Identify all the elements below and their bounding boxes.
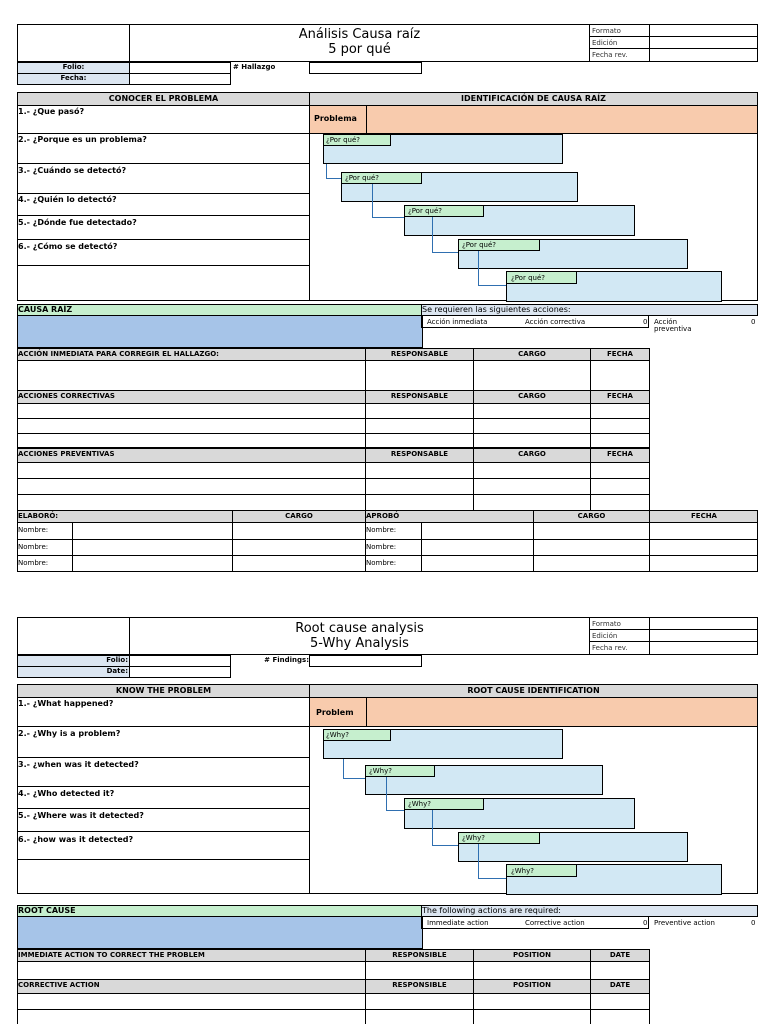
question: 6.- ¿Cómo se detectó? xyxy=(18,242,118,251)
immediate-action-label: Acción inmediata xyxy=(427,318,488,326)
meta-label: Fecha rev. xyxy=(592,644,628,652)
corrective-count: 0 xyxy=(643,318,648,326)
fecha-input[interactable] xyxy=(129,73,231,85)
section-header: CORRECTIVE ACTION xyxy=(18,981,100,989)
problem-label: Problema xyxy=(314,114,357,123)
column-header: POSITION xyxy=(513,981,551,989)
date-input[interactable] xyxy=(129,666,231,678)
question: 4.- ¿Quién lo detectó? xyxy=(18,195,117,204)
immediate-action-label: Immediate action xyxy=(427,919,489,927)
meta-label: Edición xyxy=(592,39,618,47)
column-header: FECHA xyxy=(607,392,633,400)
column-header: DATE xyxy=(609,981,631,989)
preventive-action-label: Acción preventiva xyxy=(654,318,692,333)
root-cause-label: CAUSA RAÍZ xyxy=(18,305,73,314)
hallazgo-input[interactable] xyxy=(309,62,422,74)
why-label: ¿Por qué? xyxy=(462,241,496,249)
section-header: IMMEDIATE ACTION TO CORRECT THE PROBLEM xyxy=(18,951,205,959)
question: 3.- ¿when was it detected? xyxy=(18,760,139,769)
nombre-label: Nombre: xyxy=(366,543,397,551)
section-header: ACCIONES CORRECTIVAS xyxy=(18,392,115,400)
question: 1.- ¿Que pasó? xyxy=(18,107,85,116)
elaboro-label: ELABORÓ: xyxy=(18,512,59,520)
preventive-count: 0 xyxy=(751,318,756,326)
actions-required-label: The following actions are required: xyxy=(422,906,561,915)
form-subtitle: 5 por qué xyxy=(328,42,391,57)
logo-box xyxy=(17,617,130,655)
date-label: Date: xyxy=(106,667,128,675)
immediate-action-input[interactable] xyxy=(17,360,366,391)
fecha-label: Fecha: xyxy=(60,74,87,82)
why-label: ¿Por qué? xyxy=(408,207,442,215)
nombre-label: Nombre: xyxy=(366,526,397,534)
form-title: Análisis Causa raíz xyxy=(298,27,421,42)
why-label: ¿Por qué? xyxy=(326,136,360,144)
column-header: RESPONSABLE xyxy=(390,350,449,358)
column-header: FECHA xyxy=(607,450,633,458)
column-header: CARGO xyxy=(577,512,606,520)
fecha-rev-value[interactable] xyxy=(649,641,758,655)
immediate-action-input[interactable] xyxy=(17,961,366,980)
fecha-rev-value[interactable] xyxy=(649,48,758,62)
question: 6.- ¿how was it detected? xyxy=(18,835,134,844)
aprobo-label: APROBÓ xyxy=(366,512,400,520)
column-header: FECHA xyxy=(691,512,717,520)
corrective-actions-table[interactable] xyxy=(17,403,650,448)
column-header: DATE xyxy=(609,951,631,959)
form-title: Root cause analysis xyxy=(295,621,424,636)
problem-label: Problem xyxy=(316,708,354,717)
why-label: ¿Por qué? xyxy=(345,174,379,182)
column-header: POSITION xyxy=(513,951,551,959)
why-label: ¿Why? xyxy=(408,800,431,808)
question: 4.- ¿Who detected it? xyxy=(18,789,115,798)
meta-label: Edición xyxy=(592,632,618,640)
why-label: ¿Por qué? xyxy=(511,274,545,282)
question: 3.- ¿Cuándo se detectó? xyxy=(18,166,127,175)
nombre-label: Nombre: xyxy=(366,559,397,567)
form-subtitle: 5-Why Analysis xyxy=(310,636,409,651)
column-header: CARGO xyxy=(285,512,313,520)
question: 5.- ¿Dónde fue detectado? xyxy=(18,218,137,227)
question: 2.- ¿Porque es un problema? xyxy=(18,135,147,144)
preventive-count: 0 xyxy=(751,919,756,927)
column-header: CARGO xyxy=(518,350,546,358)
nombre-label: Nombre: xyxy=(18,559,49,567)
question: 1.- ¿What happened? xyxy=(18,699,114,708)
meta-label: Fecha rev. xyxy=(592,51,628,59)
logo-box xyxy=(17,24,130,62)
column-header: RESPONSIBLE xyxy=(392,981,447,989)
section-header: KNOW THE PROBLEM xyxy=(115,686,212,695)
question: 2.- ¿Why is a problem? xyxy=(18,729,121,738)
folio-label: Folio: xyxy=(62,63,85,71)
section-header: IDENTIFICACIÓN DE CAUSA RAÍZ xyxy=(461,94,606,103)
why-label: ¿Why? xyxy=(369,767,392,775)
root-cause-input[interactable] xyxy=(17,315,423,348)
root-cause-label: ROOT CAUSE xyxy=(18,906,76,915)
corrective-action-label: Corrective action xyxy=(525,919,585,927)
section-header: CONOCER EL PROBLEMA xyxy=(108,94,219,103)
preventive-action-label: Preventive action xyxy=(654,919,715,927)
section-header: ACCIÓN INMEDIATA PARA CORREGIR EL HALLAZGO: xyxy=(18,350,219,358)
column-header: CARGO xyxy=(518,450,546,458)
root-cause-input[interactable] xyxy=(17,916,423,949)
corrective-action-label: Acción correctiva xyxy=(525,318,586,326)
why-label: ¿Why? xyxy=(326,731,349,739)
folio-label: Folio: xyxy=(106,656,128,664)
findings-label: # Findings: xyxy=(264,656,309,664)
why-label: ¿Why? xyxy=(511,867,534,875)
question: 5.- ¿Where was it detected? xyxy=(18,811,144,820)
column-header: FECHA xyxy=(607,350,633,358)
findings-input[interactable] xyxy=(309,655,422,667)
corrective-count: 0 xyxy=(643,919,648,927)
section-header: ACCIONES PREVENTIVAS xyxy=(18,450,115,458)
column-header: RESPONSABLE xyxy=(390,392,449,400)
column-header: RESPONSIBLE xyxy=(392,951,447,959)
column-header: CARGO xyxy=(518,392,546,400)
section-header: ROOT CAUSE IDENTIFICATION xyxy=(467,686,600,695)
hallazgo-label: # Hallazgo xyxy=(233,63,276,71)
why-label: ¿Why? xyxy=(462,834,485,842)
meta-label: Formato xyxy=(592,620,621,628)
meta-label: Formato xyxy=(592,27,621,35)
actions-required-label: Se requieren las siguientes acciones: xyxy=(422,305,571,314)
nombre-label: Nombre: xyxy=(18,543,49,551)
column-header: RESPONSABLE xyxy=(390,450,449,458)
preventive-actions-table[interactable] xyxy=(17,462,650,511)
nombre-label: Nombre: xyxy=(18,526,49,534)
